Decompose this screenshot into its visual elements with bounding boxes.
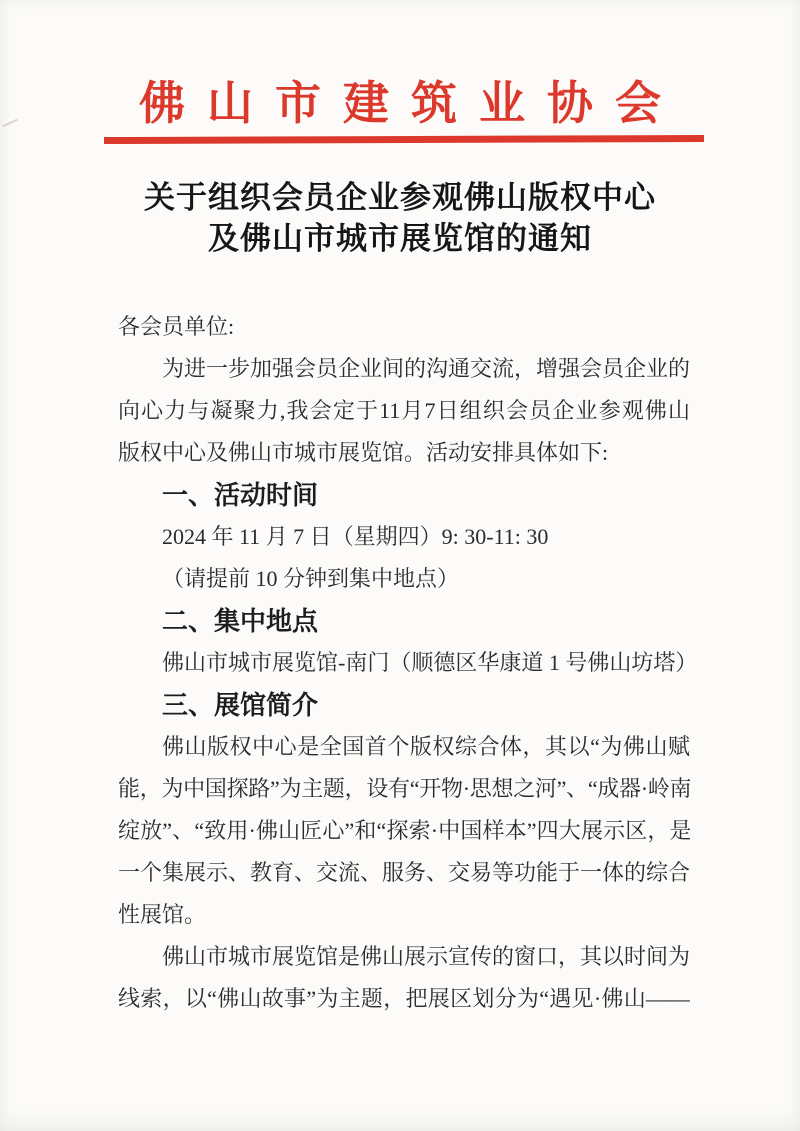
copyright-center-line: 能，为中国探路”为主题，设有“开物·思想之河”、“成器·岭南 [118, 776, 690, 801]
intro-line: 为进一步加强会员企业间的沟通交流，增强会员企业的 [162, 356, 690, 381]
copyright-center-line: 性展馆。 [118, 902, 207, 927]
section-heading-venue-intro: 三、展馆简介 [162, 690, 319, 720]
section-heading-activity-time: 一、活动时间 [162, 480, 319, 510]
intro-line: 向心力与凝聚力,我会定于11月7日组织会员企业参观佛山 [118, 398, 690, 423]
intro-line: 版权中心及佛山市城市展览馆。活动安排具体如下: [118, 440, 609, 465]
letterhead-rule [104, 135, 704, 144]
activity-time-line: 2024 年 11 月 7 日（星期四）9: 30-11: 30 [162, 524, 549, 549]
copyright-center-line: 一个集展示、教育、交流、服务、交易等功能于一体的综合 [118, 860, 690, 885]
copyright-center-line: 佛山版权中心是全国首个版权综合体，其以“为佛山赋 [162, 734, 690, 759]
document-body [118, 306, 698, 1020]
city-hall-line: 佛山市城市展览馆是佛山展示宣传的窗口，其以时间为 [162, 944, 690, 969]
salutation: 各会员单位: [118, 314, 235, 339]
city-hall-line: 线索，以“佛山故事”为主题，把展区划分为“遇见·佛山—— [118, 986, 690, 1011]
section-heading-meeting-place: 二、集中地点 [162, 606, 319, 636]
document-title-line1: 关于组织会员企业参观佛山版权中心 [144, 180, 656, 215]
meeting-place-line: 佛山市城市展览馆-南门（顺德区华康道 1 号佛山坊塔） [162, 650, 698, 675]
activity-time-note: （请提前 10 分钟到集中地点） [162, 566, 460, 591]
copyright-center-line: 绽放”、“致用·佛山匠心”和“探索·中国样本”四大展示区，是 [118, 818, 690, 843]
letterhead-org-name: 佛山市建筑业协会 [139, 78, 683, 129]
document-title [0, 177, 800, 259]
document-title-line2: 及佛山市城市展览馆的通知 [208, 221, 592, 256]
